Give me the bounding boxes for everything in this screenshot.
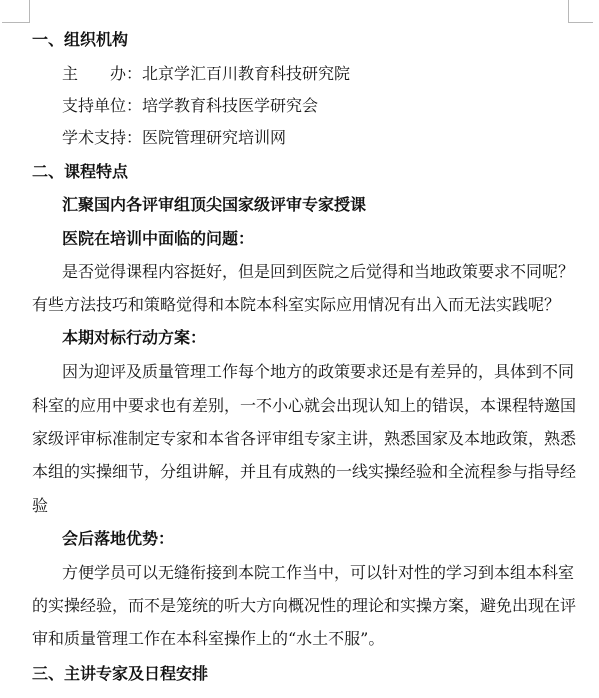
subheading-action-plan: 本期对标行动方案： [62,328,207,347]
section-heading-features: 二、课程特点 [32,162,129,181]
org-row-support [62,96,318,116]
org-row-host [62,64,350,84]
paragraph-line: 家级评审标准制定专家和本省各评审组专家主讲，熟悉国家及本地政策，熟悉 [32,429,577,448]
page-corner-mark-left [2,0,30,23]
paragraph-line: 验 [32,496,49,515]
section-heading-experts-schedule: 三、主讲专家及日程安排 [32,664,209,683]
org-row-label: 学术支持： [62,128,143,147]
paragraph-line: 本组的实操细节，分组讲解，并且有成熟的一线实操经验和全流程参与指导经 [32,462,577,481]
paragraph-line: 的实操经验，而不是笼统的听大方向概况性的理论和实操方案，避免出现在评 [32,596,577,615]
page-corner-mark-right [568,0,593,23]
paragraph-line: 方便学员可以无缝衔接到本院工作当中，可以针对性的学习到本组本科室 [62,563,575,582]
section-heading-organization: 一、组织机构 [32,30,129,49]
paragraph-line: 因为迎评及质量管理工作每个地方的政策要求还是有差异的，具体到不同 [62,362,575,381]
org-row-label: 主 办： [62,64,143,83]
org-row-label: 支持单位： [62,96,143,115]
paragraph-line: 审和质量管理工作在本科室操作上的“水土不服”。 [32,629,385,648]
org-row-value: 培学教育科技医学研究会 [142,96,319,115]
paragraph-line: 是否觉得课程内容挺好，但是回到医院之后觉得和当地政策要求不同呢？ [62,262,575,281]
subheading-advantages: 会后落地优势： [62,529,175,548]
org-row-value: 北京学汇百川教育科技研究院 [142,64,351,83]
org-row-academic [62,128,286,148]
paragraph-line: 科室的应用中要求也有差别，一不小心就会出现认知上的错误，本课程特邀国 [32,396,577,415]
subheading-problems: 医院在培训中面临的问题： [62,229,255,248]
paragraph-line: 有些方法技巧和策略觉得和本院本科室实际应用情况有出入而无法实践呢？ [32,295,561,314]
subheading-experts: 汇聚国内各评审组顶尖国家级评审专家授课 [62,195,367,214]
org-row-value: 医院管理研究培训网 [142,128,287,147]
